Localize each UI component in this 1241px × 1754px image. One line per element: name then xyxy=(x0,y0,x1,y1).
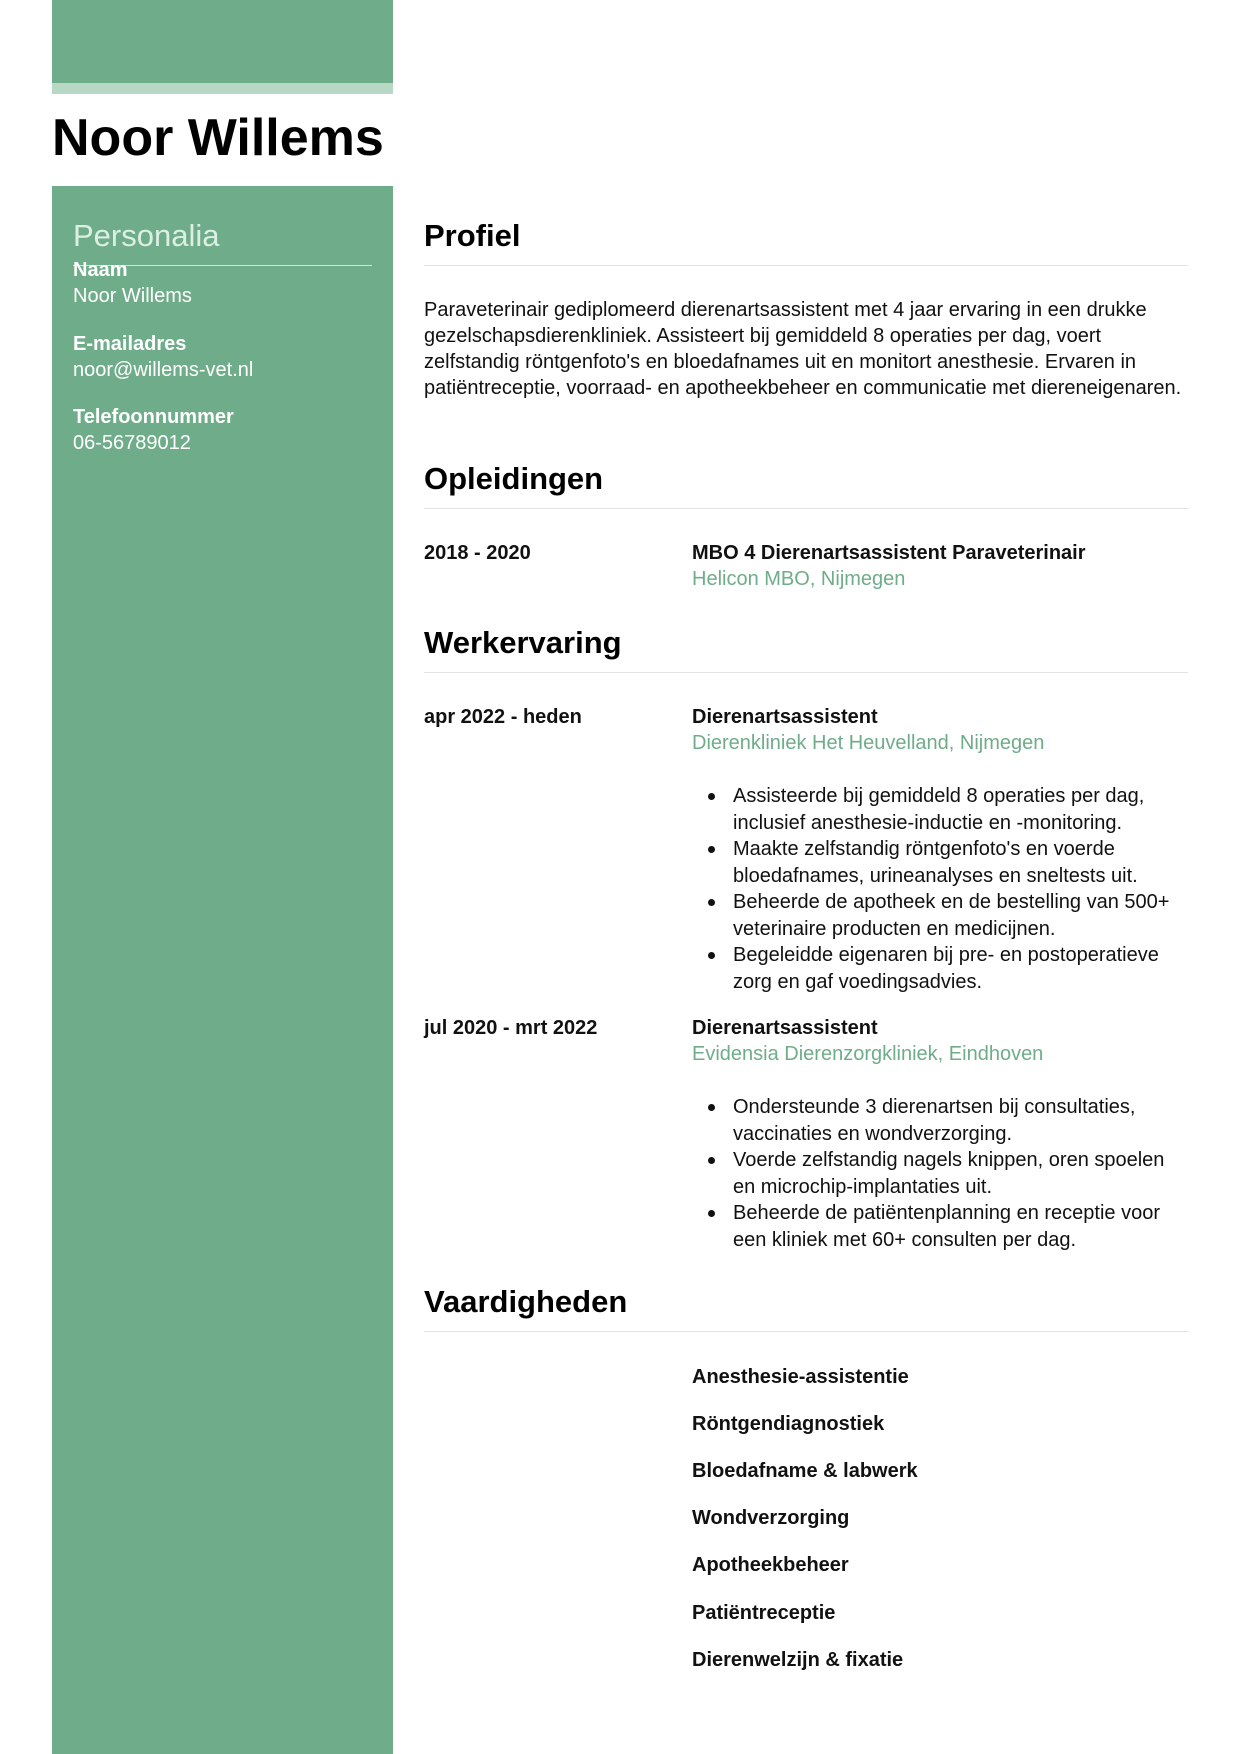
skill-item: Patiëntreceptie xyxy=(692,1602,836,1624)
job-title: Dierenartsassistent xyxy=(692,706,878,728)
skill-item: Dierenwelzijn & fixatie xyxy=(692,1649,904,1671)
job-entry xyxy=(692,704,1188,756)
name-label: Naam xyxy=(73,259,128,281)
name-field xyxy=(73,257,192,309)
skill-item: Bloedafname & labwerk xyxy=(692,1460,918,1482)
list-item: Maakte zelfstandig röntgenfoto's en voerde bloedafnames, urineanalyses en sneltests uit. xyxy=(733,836,1188,889)
header-accent-stripe xyxy=(52,83,393,94)
email-value: noor@willems-vet.nl xyxy=(73,359,254,381)
personal-info-sidebar xyxy=(52,186,393,1754)
profile-heading: Profiel xyxy=(424,218,521,253)
sidebar-title: Personalia xyxy=(73,218,220,253)
skill-item: Anesthesie-assistentie xyxy=(692,1366,909,1388)
job-achievements xyxy=(692,1094,1188,1253)
job-date: jul 2020 - mrt 2022 xyxy=(424,1017,598,1039)
list-item: Begeleidde eigenaren bij pre- en postoperatieve zorg en gaf voedingsadvies. xyxy=(733,942,1188,995)
email-field xyxy=(73,331,253,383)
skill-item: Apotheekbeheer xyxy=(692,1554,849,1576)
education-date: 2018 - 2020 xyxy=(424,542,531,564)
education-degree: MBO 4 Dierenartsassistent Paraveterinair xyxy=(692,542,1086,564)
experience-divider xyxy=(424,672,1188,673)
phone-label: Telefoonnummer xyxy=(73,406,234,428)
list-item: Ondersteunde 3 dierenartsen bij consultaties, vaccinaties en wondverzorging. xyxy=(733,1094,1188,1147)
job-employer: Dierenkliniek Het Heuvelland, Nijmegen xyxy=(692,732,1045,754)
education-heading: Opleidingen xyxy=(424,461,604,496)
education-entry xyxy=(692,540,1188,592)
phone-value: 06-56789012 xyxy=(73,432,191,454)
list-item: Assisteerde bij gemiddeld 8 operaties per dag, inclusief anesthesie-inductie en -monitoring. xyxy=(733,783,1188,836)
skill-item: Röntgendiagnostiek xyxy=(692,1413,885,1435)
list-item: Beheerde de apotheek en de bestelling van 500+ veterinaire producten en medicijnen. xyxy=(733,889,1188,942)
job-entry xyxy=(692,1015,1188,1067)
education-school: Helicon MBO, Nijmegen xyxy=(692,568,906,590)
header-color-band xyxy=(52,0,393,83)
name-value: Noor Willems xyxy=(73,285,192,307)
job-date: apr 2022 - heden xyxy=(424,706,582,728)
skill-item: Wondverzorging xyxy=(692,1507,850,1529)
job-employer: Evidensia Dierenzorgkliniek, Eindhoven xyxy=(692,1043,1044,1065)
skills-heading: Vaardigheden xyxy=(424,1284,628,1319)
email-label: E-mailadres xyxy=(73,333,187,355)
candidate-name: Noor Willems xyxy=(52,109,384,167)
job-achievements xyxy=(692,783,1188,995)
skills-divider xyxy=(424,1331,1188,1332)
experience-heading: Werkervaring xyxy=(424,625,622,660)
phone-field xyxy=(73,404,234,456)
education-divider xyxy=(424,508,1188,509)
profile-summary: Paraveterinair gediplomeerd dierenartsassistent met 4 jaar ervaring in een drukke gezelschapsdierenkliniek. Assisteert bij gemiddeld 8 operaties per dag, voert zelfstandig röntgenfoto's en bloedafnames uit en monitort anesthesie. Ervaren in patiëntreceptie, voorraad- en apotheekbeheer en communicatie met diereneigenaren. xyxy=(424,299,1182,399)
list-item: Beheerde de patiëntenplanning en receptie voor een kliniek met 60+ consulten per dag. xyxy=(733,1200,1188,1253)
profile-divider xyxy=(424,265,1188,266)
list-item: Voerde zelfstandig nagels knippen, oren spoelen en microchip-implantaties uit. xyxy=(733,1147,1188,1200)
job-title: Dierenartsassistent xyxy=(692,1017,878,1039)
